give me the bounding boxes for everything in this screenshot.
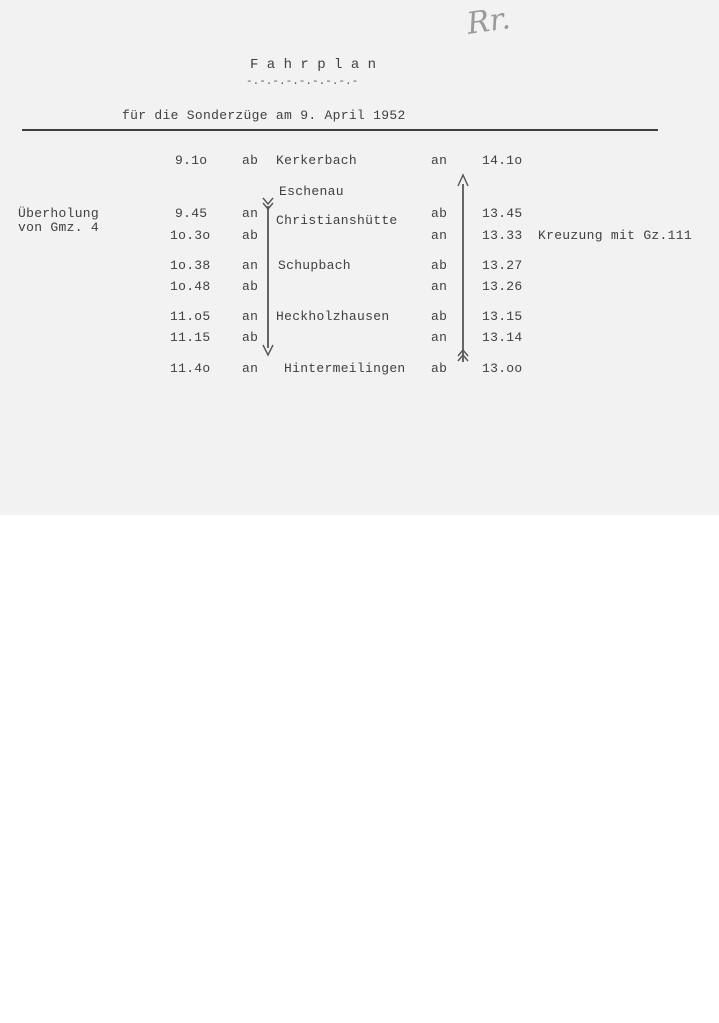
note-overtaking-line2: von Gmz. 4 xyxy=(18,220,100,235)
station-name: Hintermeilingen xyxy=(284,361,406,376)
return-mark: an xyxy=(431,228,448,243)
departure-time: 11.15 xyxy=(170,330,211,345)
return-mark: an xyxy=(431,330,448,345)
return-mark: ab xyxy=(431,258,448,273)
blank-lower-page xyxy=(0,515,719,1023)
header-rule xyxy=(22,129,658,131)
feather-tick-icon xyxy=(261,196,275,216)
return-time: 13.14 xyxy=(482,330,523,345)
return-time: 14.1o xyxy=(482,153,523,168)
station-name: Heckholzhausen xyxy=(276,309,390,324)
return-mark: ab xyxy=(431,206,448,221)
return-time: 13.33 xyxy=(482,228,523,243)
return-direction-line xyxy=(462,184,464,362)
departure-time: 1o.3o xyxy=(170,228,211,243)
title-underline: -.-.-.-.-.-.-.-.- xyxy=(246,76,359,88)
departure-time: 11.4o xyxy=(170,361,211,376)
feather-tick-icon xyxy=(456,345,470,365)
return-mark: an xyxy=(431,153,448,168)
crossing-remark: Kreuzung mit Gz.111 xyxy=(538,228,692,243)
page-title: F a h r p l a n xyxy=(250,57,377,73)
return-mark: an xyxy=(431,279,448,294)
station-name: Christianshütte xyxy=(276,213,398,228)
return-mark: ab xyxy=(431,309,448,324)
departure-time: 1o.38 xyxy=(170,258,211,273)
departure-time: 1o.48 xyxy=(170,279,211,294)
station-name: Kerkerbach xyxy=(276,153,358,168)
outbound-direction-line xyxy=(267,206,269,348)
return-time: 13.45 xyxy=(482,206,523,221)
station-name: Eschenau xyxy=(279,184,344,199)
arrow-down-icon xyxy=(261,343,275,359)
departure-mark: ab xyxy=(242,279,259,294)
departure-mark: an xyxy=(242,258,259,273)
arrow-up-icon xyxy=(456,172,470,192)
note-overtaking-line1: Überholung xyxy=(18,206,100,221)
departure-mark: ab xyxy=(242,153,259,168)
departure-time: 11.o5 xyxy=(170,309,211,324)
departure-time: 9.45 xyxy=(175,206,208,221)
handwritten-initials: Rr. xyxy=(464,1,513,42)
departure-mark: an xyxy=(242,206,259,221)
subtitle: für die Sonderzüge am 9. April 1952 xyxy=(122,108,406,123)
return-time: 13.27 xyxy=(482,258,523,273)
return-time: 13.oo xyxy=(482,361,523,376)
return-mark: ab xyxy=(431,361,448,376)
departure-mark: an xyxy=(242,309,259,324)
departure-time: 9.1o xyxy=(175,153,208,168)
departure-mark: an xyxy=(242,361,259,376)
departure-mark: ab xyxy=(242,228,259,243)
station-name: Schupbach xyxy=(278,258,351,273)
departure-mark: ab xyxy=(242,330,259,345)
return-time: 13.26 xyxy=(482,279,523,294)
return-time: 13.15 xyxy=(482,309,523,324)
